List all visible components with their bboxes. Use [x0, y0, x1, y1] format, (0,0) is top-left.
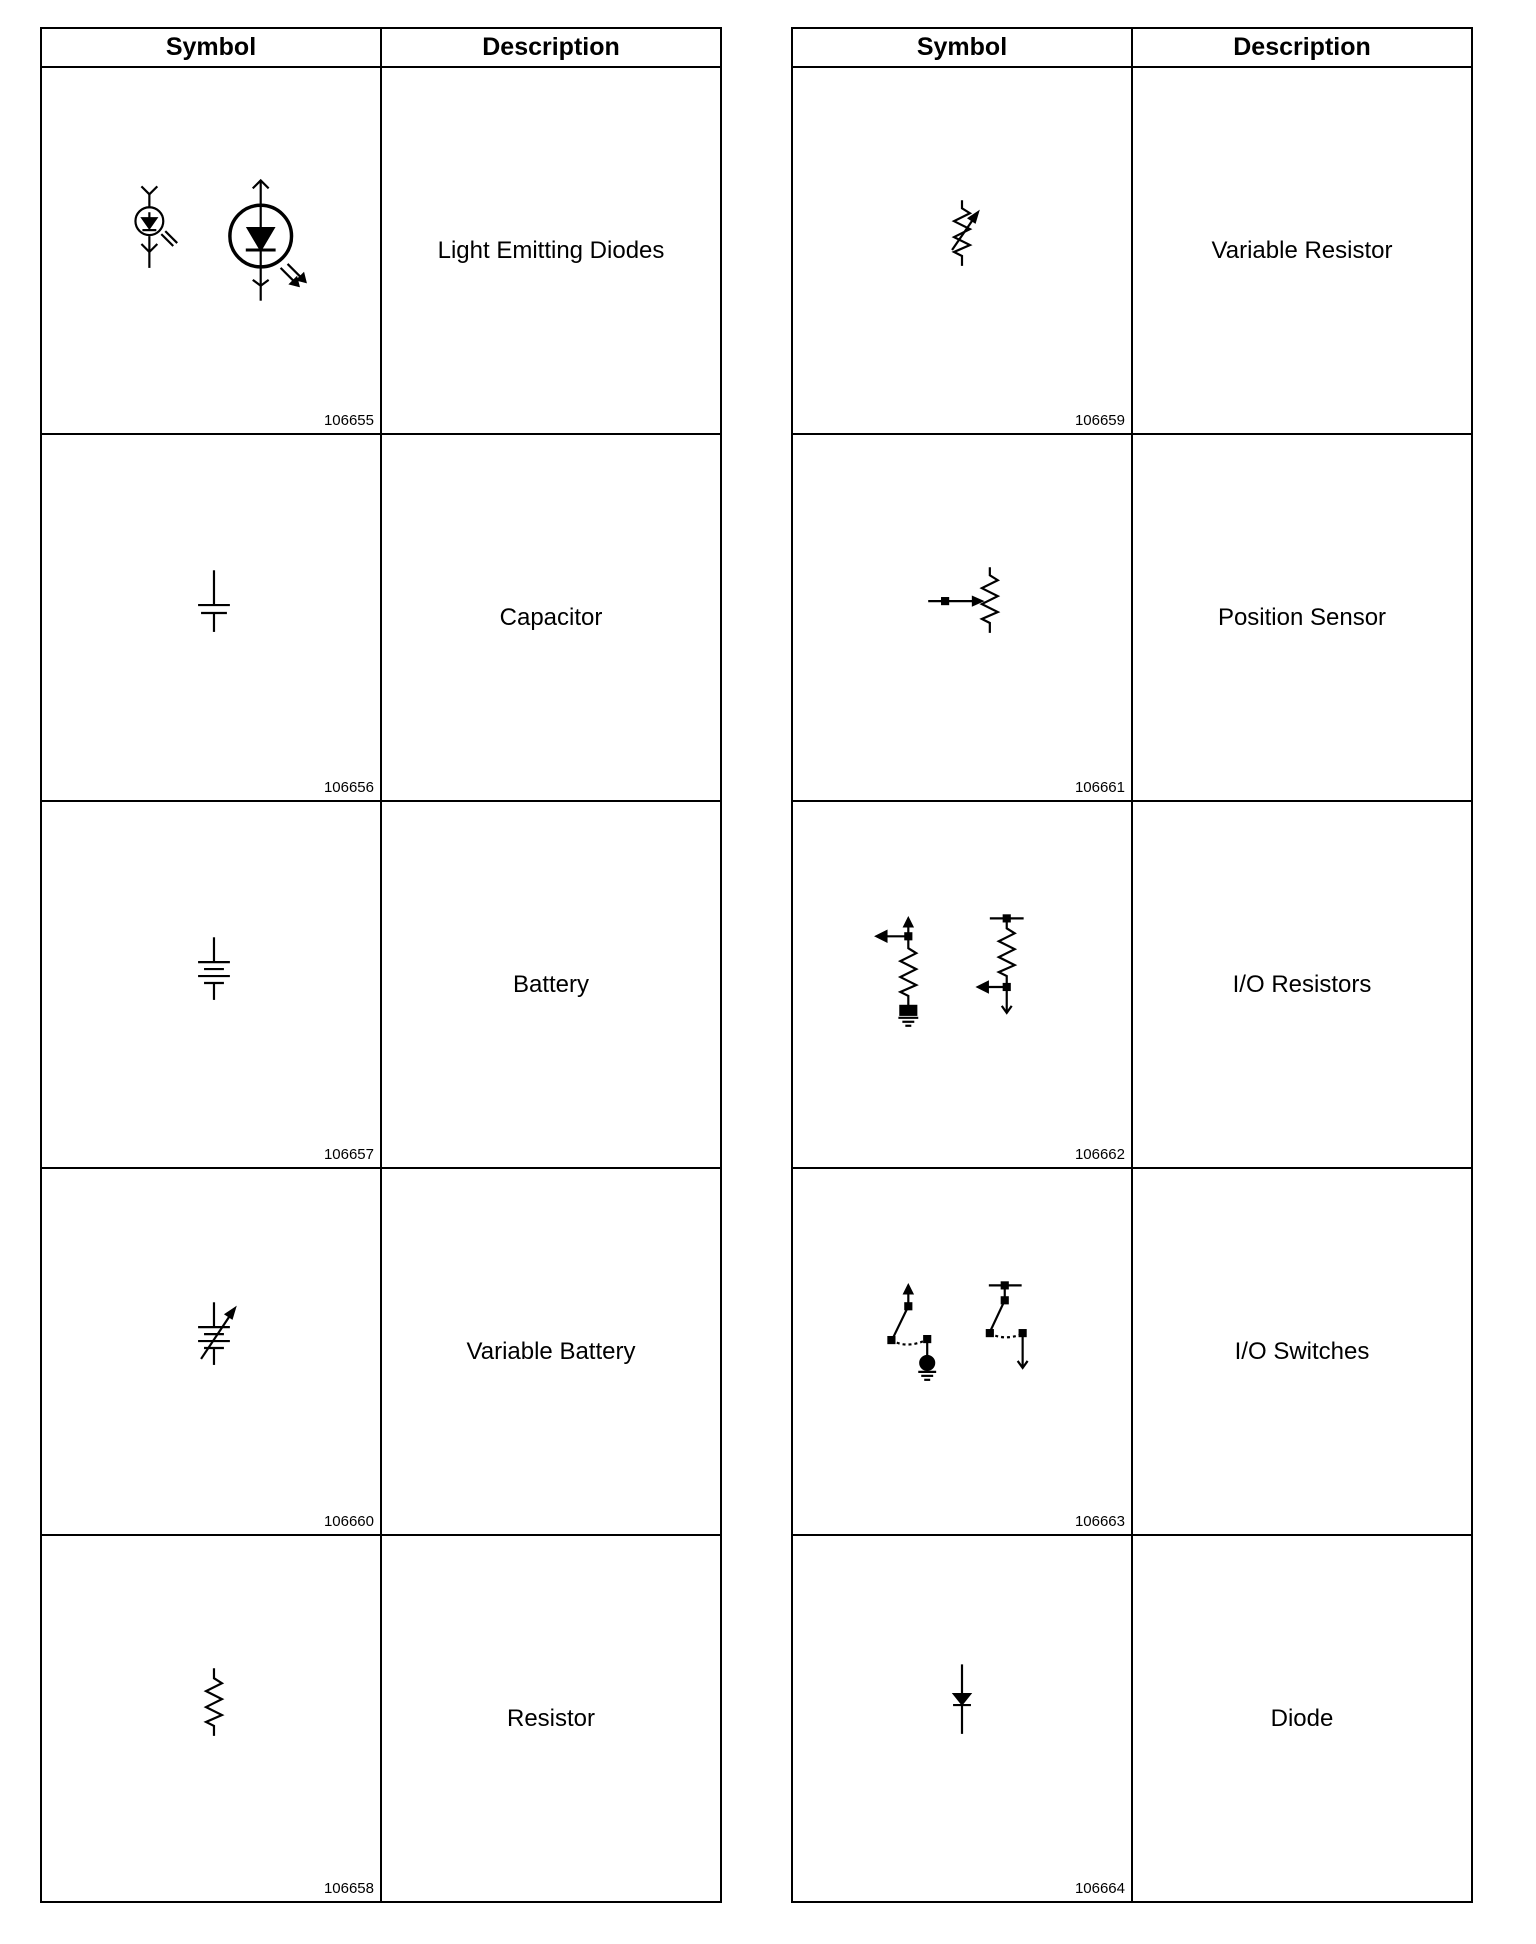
description-cell: I/O Resistors: [1132, 801, 1472, 1168]
symbol-cell: [792, 434, 1132, 801]
symbol-cell: [41, 801, 381, 1168]
figure-number: 106661: [1074, 779, 1125, 796]
table-row: [792, 434, 1472, 801]
figure-number: 106655: [323, 412, 374, 429]
symbol-cell: [792, 67, 1132, 434]
symbol-cell: [792, 1535, 1132, 1902]
diode-icon: [793, 1536, 1131, 1901]
description-cell: I/O Switches: [1132, 1168, 1472, 1535]
table-row: [792, 1535, 1472, 1902]
figure-number: 106660: [323, 1513, 374, 1530]
description-cell: Light Emitting Diodes: [381, 67, 721, 434]
figure-number: 106664: [1074, 1880, 1125, 1897]
description-cell: Diode: [1132, 1535, 1472, 1902]
header-row: [41, 28, 721, 67]
table-row: [41, 1168, 721, 1535]
description-header: Description: [381, 28, 721, 67]
table-row: [41, 67, 721, 434]
table-row: [792, 67, 1472, 434]
position-sensor-icon: [793, 435, 1131, 800]
symbol-cell: [792, 801, 1132, 1168]
description-cell: Resistor: [381, 1535, 721, 1902]
figure-number: 106662: [1074, 1146, 1125, 1163]
light-emitting-diodes-icon: [42, 68, 380, 433]
description-cell: Capacitor: [381, 434, 721, 801]
description-header: Description: [1132, 28, 1472, 67]
description-cell: Variable Resistor: [1132, 67, 1472, 434]
resistor-icon: [42, 1536, 380, 1901]
table-row: [792, 801, 1472, 1168]
figure-number: 106656: [323, 779, 374, 796]
symbol-table-right: [791, 27, 1473, 1903]
capacitor-icon: [42, 435, 380, 800]
symbol-header: Symbol: [792, 28, 1132, 67]
table-row: [41, 1535, 721, 1902]
description-cell: Position Sensor: [1132, 434, 1472, 801]
description-cell: Variable Battery: [381, 1168, 721, 1535]
description-cell: Battery: [381, 801, 721, 1168]
figure-number: 106658: [323, 1880, 374, 1897]
symbol-cell: [41, 434, 381, 801]
symbol-cell: [41, 1168, 381, 1535]
table-row: [792, 1168, 1472, 1535]
table-row: [41, 434, 721, 801]
io-resistors-icon: [793, 802, 1131, 1167]
symbol-cell: [41, 67, 381, 434]
symbol-table-left: [40, 27, 722, 1903]
variable-battery-icon: [42, 1169, 380, 1534]
symbol-header: Symbol: [41, 28, 381, 67]
symbol-cell: [792, 1168, 1132, 1535]
header-row: [792, 28, 1472, 67]
battery-icon: [42, 802, 380, 1167]
figure-number: 106657: [323, 1146, 374, 1163]
figure-number: 106663: [1074, 1513, 1125, 1530]
variable-resistor-icon: [793, 68, 1131, 433]
symbol-cell: [41, 1535, 381, 1902]
table-row: [41, 801, 721, 1168]
io-switches-icon: [793, 1169, 1131, 1534]
figure-number: 106659: [1074, 412, 1125, 429]
